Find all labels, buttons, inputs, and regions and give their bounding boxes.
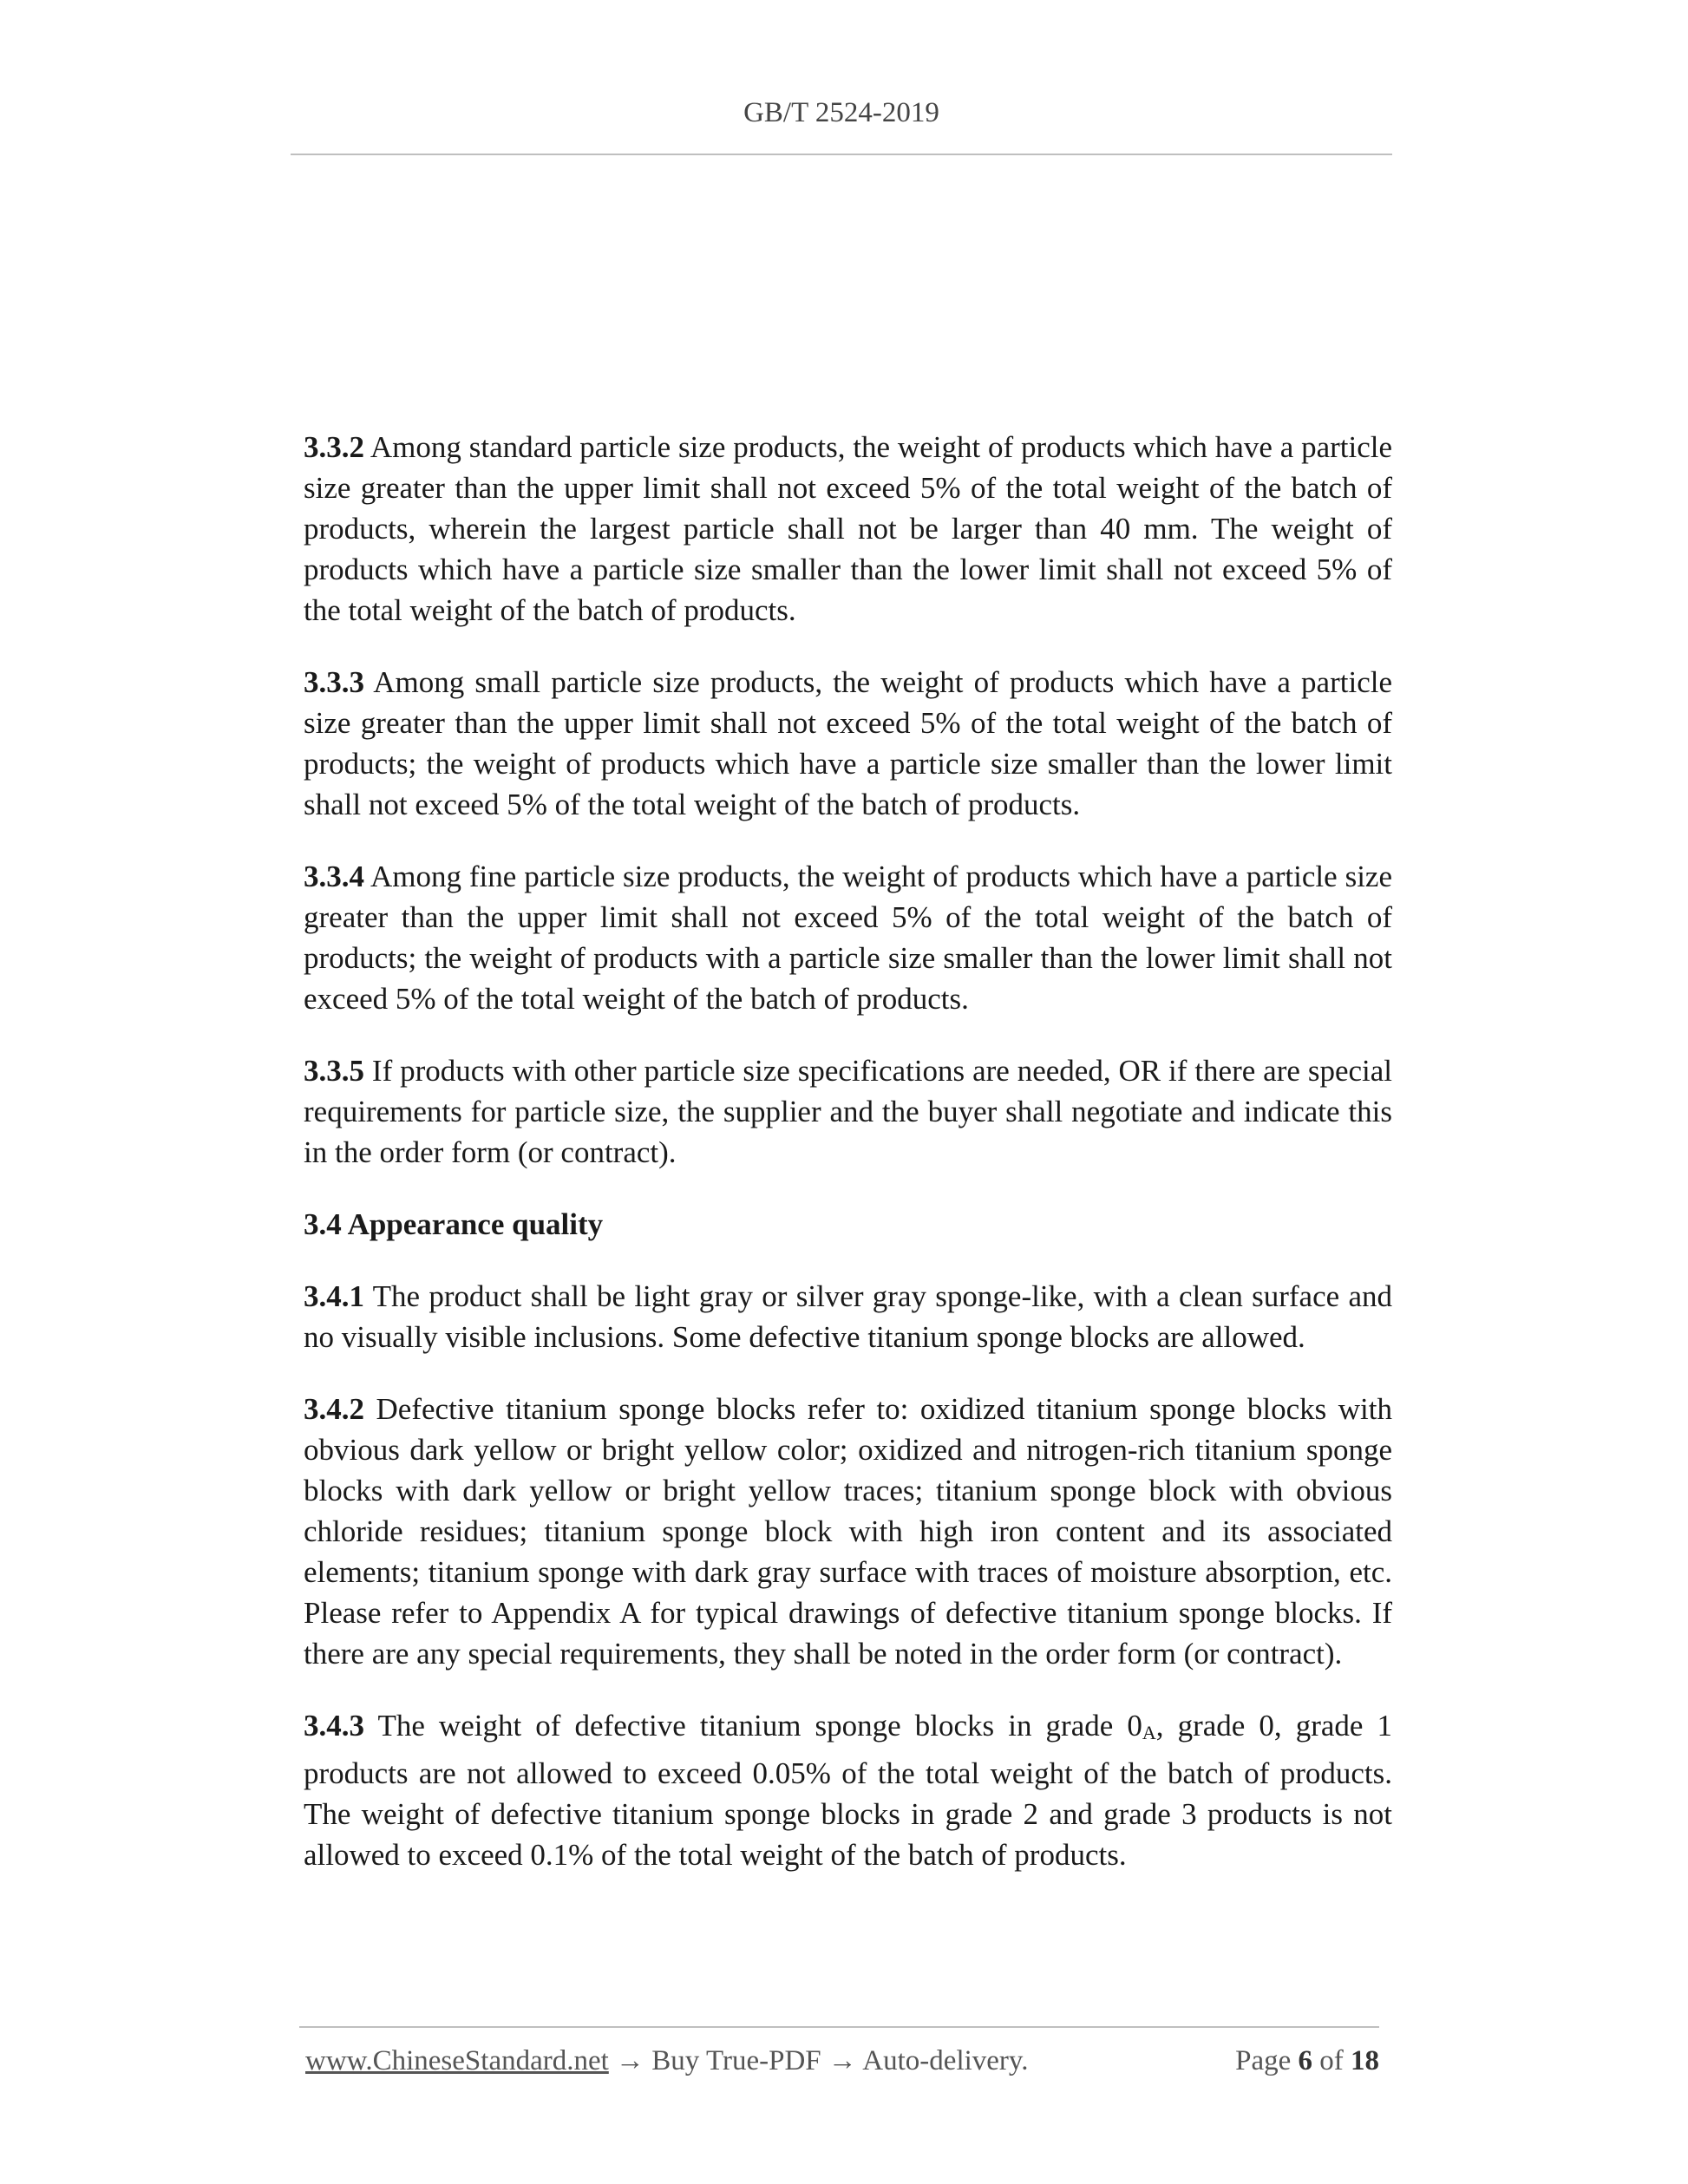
site-link[interactable]: www.ChineseStandard.net xyxy=(305,2045,609,2076)
header-divider xyxy=(291,154,1392,155)
section-heading-appearance-quality: 3.4 Appearance quality xyxy=(304,1207,604,1241)
clause-3-3-2 xyxy=(304,427,1392,631)
document-body xyxy=(304,427,1392,1906)
clause-number: 3.3.2 xyxy=(304,430,364,464)
clause-3-4-2 xyxy=(304,1389,1392,1674)
clause-3-3-4 xyxy=(304,856,1392,1019)
clause-3-3-5 xyxy=(304,1050,1392,1173)
clause-3-4-1 xyxy=(304,1276,1392,1357)
footer-promo xyxy=(305,2045,1029,2077)
footer-divider xyxy=(299,2026,1379,2028)
page-label: Page xyxy=(1235,2045,1299,2076)
clause-text: Among standard particle size products, the weight of products which have a particle size greater than the upper limit shall not exceed 5% of the total weight of the batch of products, wherein the largest particle shall not be larger than 40 mm. The weight of products which have a particle size smaller than the lower limit shall not exceed 5% of the total weight of the batch of products. xyxy=(304,430,1392,627)
total-pages-number: 18 xyxy=(1351,2045,1379,2076)
clause-number: 3.3.3 xyxy=(304,665,364,699)
clause-number: 3.4.1 xyxy=(304,1279,364,1313)
current-page-number: 6 xyxy=(1298,2045,1312,2076)
clause-number: 3.4.2 xyxy=(304,1392,364,1426)
clause-text: If products with other particle size specifications are needed, OR if there are special requirements for particle size, the supplier and the buyer shall negotiate and indicate this in the order form (or contract). xyxy=(304,1054,1392,1169)
clause-number: 3.3.5 xyxy=(304,1054,364,1088)
clause-text: Among fine particle size products, the weight of products which have a particle size greater than the upper limit shall not exceed 5% of the total weight of the batch of products; the weight of products with a particle size smaller than the lower limit shall not exceed 5% of the total weight of the batch of products. xyxy=(304,860,1392,1016)
clause-text-end: , grade 0, grade 1 products are not allowed to exceed 0.05% of the total weight of the batch of products. The weight of defective titanium sponge blocks in grade 2 and grade 3 products is not allowed to exceed 0.1% of the total weight of the batch of products. xyxy=(304,1709,1393,1872)
promo-text: → Buy True-PDF → Auto-delivery. xyxy=(608,2045,1029,2076)
clause-number: 3.3.4 xyxy=(304,860,364,893)
clause-number: 3.4.3 xyxy=(304,1709,364,1743)
clause-text: Among small particle size products, the weight of products which have a particle size greater than the upper limit shall not exceed 5% of the total weight of the batch of products; the weight of products which have a particle size smaller than the lower limit shall not exceed 5% of the total weight of the batch of products. xyxy=(304,665,1392,821)
page-footer xyxy=(305,2045,1379,2077)
document-header-title: GB/T 2524-2019 xyxy=(743,97,939,128)
clause-3-3-3 xyxy=(304,662,1392,825)
clause-text-start: The weight of defective titanium sponge blocks in grade 0 xyxy=(364,1709,1142,1743)
clause-text: Defective titanium sponge blocks refer to: oxidized titanium sponge blocks with obvious dark yellow or bright yellow color; oxidized and nitrogen-rich titanium sponge blocks with dark yellow or bright yellow traces; titanium sponge block with obvious chloride residues; titanium sponge block with high iron content and its associated elements; titanium sponge with dark gray surface with traces of moisture absorption, etc. Please refer to Appendix A for typical drawings of defective titanium sponge blocks. If there are any special requirements, they shall be noted in the order form (or contract). xyxy=(304,1392,1392,1671)
page-of-label: of xyxy=(1312,2045,1351,2076)
clause-3-4-3 xyxy=(304,1705,1392,1875)
clause-text: The product shall be light gray or silver gray sponge-like, with a clean surface and no visually visible inclusions. Some defective titanium sponge blocks are allowed. xyxy=(304,1279,1392,1354)
grade-subscript: A xyxy=(1142,1722,1156,1743)
page-indicator xyxy=(1235,2045,1379,2077)
